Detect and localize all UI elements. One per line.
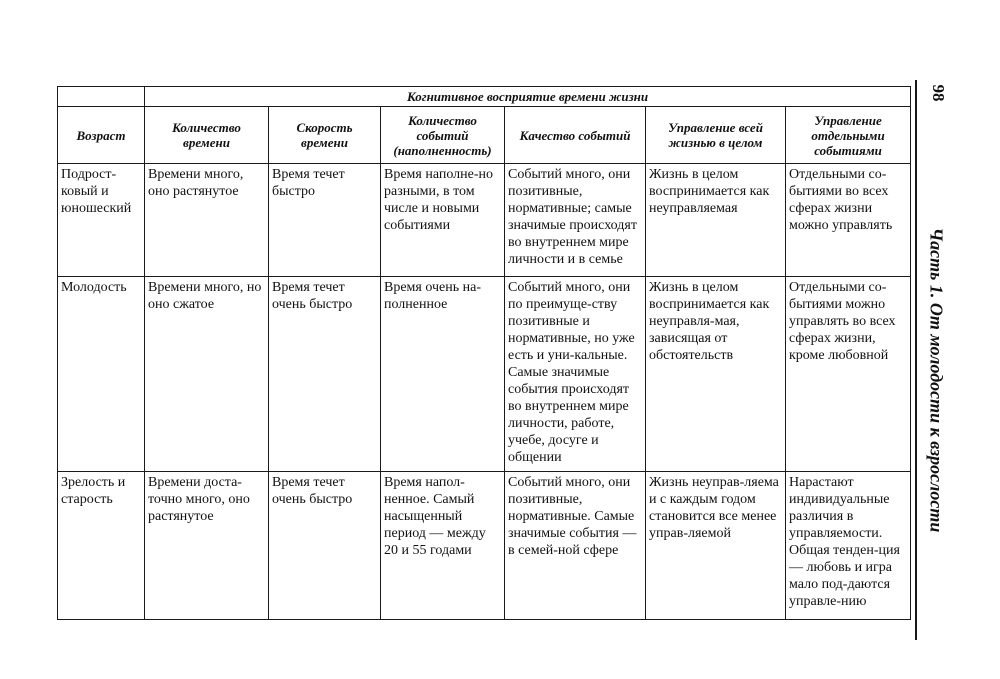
table-cell: Времени много, но оно сжатое xyxy=(145,277,269,472)
table-cell: Времени много, оно растянутое xyxy=(145,164,269,277)
table-cell: Подрост-ковый и юношеский xyxy=(58,164,145,277)
time-perception-table xyxy=(57,86,911,620)
table-cell: Время наполне-но разными, в том числе и новыми событиями xyxy=(381,164,505,277)
table-cell: Жизнь в целом воспринимается как неуправля-мая, зависящая от обстоятельств xyxy=(646,277,786,472)
column-header: Количество событий (наполненность) xyxy=(381,107,505,164)
table-row xyxy=(58,277,911,472)
table-header-row xyxy=(58,107,911,164)
column-header: Скорость времени xyxy=(269,107,381,164)
table-cell: Время течет очень быстро xyxy=(269,472,381,620)
table-cell: Время течет быстро xyxy=(269,164,381,277)
table-cell: Молодость xyxy=(58,277,145,472)
running-title: Часть 1. От молодости к взрослости xyxy=(926,227,947,533)
table-row xyxy=(58,472,911,620)
column-header: Количество времени xyxy=(145,107,269,164)
table-cell: Время очень на-полненное xyxy=(381,277,505,472)
table-cell: Нарастают индивидуальные различия в управляемости. Общая тенден-ция — любовь и игра мало под-даются управле-нию xyxy=(786,472,911,620)
table-cell: Время напол-ненное. Самый насыщенный период — между 20 и 55 годами xyxy=(381,472,505,620)
table-cell: Жизнь неуправ-ляема и с каждым годом становится все менее управ-ляемой xyxy=(646,472,786,620)
table-row xyxy=(58,164,911,277)
column-header: Возраст xyxy=(58,107,145,164)
page-number: 98 xyxy=(929,84,948,102)
column-header: Управление отдельными событиями xyxy=(786,107,911,164)
blank-corner-cell xyxy=(58,87,145,107)
group-header: Когнитивное восприятие времени жизни xyxy=(145,87,911,107)
table-cell: Событий много, они позитивные, нормативные. Самые значимые события — в семей-ной сфере xyxy=(505,472,646,620)
table-cell: Событий много, они по преимуще-ству позитивные и нормативные, но уже есть и уни-кальные. Самые значимые события происходят во внутреннем мире личности, работе, учебе, досуге и общении xyxy=(505,277,646,472)
table-cell: Событий много, они позитивные, нормативные; самые значимые происходят во внутреннем мире личности и в семье xyxy=(505,164,646,277)
table-cell: Отдельными со-бытиями можно управлять во всех сферах жизни, кроме любовной xyxy=(786,277,911,472)
column-header: Качество событий xyxy=(505,107,646,164)
table-cell: Времени доста-точно много, оно растянутое xyxy=(145,472,269,620)
table-header-row-group xyxy=(58,87,911,107)
column-header: Управление всей жизнью в целом xyxy=(646,107,786,164)
table-cell: Жизнь в целом воспринимается как неуправляемая xyxy=(646,164,786,277)
table-cell: Зрелость и старость xyxy=(58,472,145,620)
margin-rule xyxy=(915,80,917,640)
table-cell: Отдельными со-бытиями во всех сферах жизни можно управлять xyxy=(786,164,911,277)
table-cell: Время течет очень быстро xyxy=(269,277,381,472)
